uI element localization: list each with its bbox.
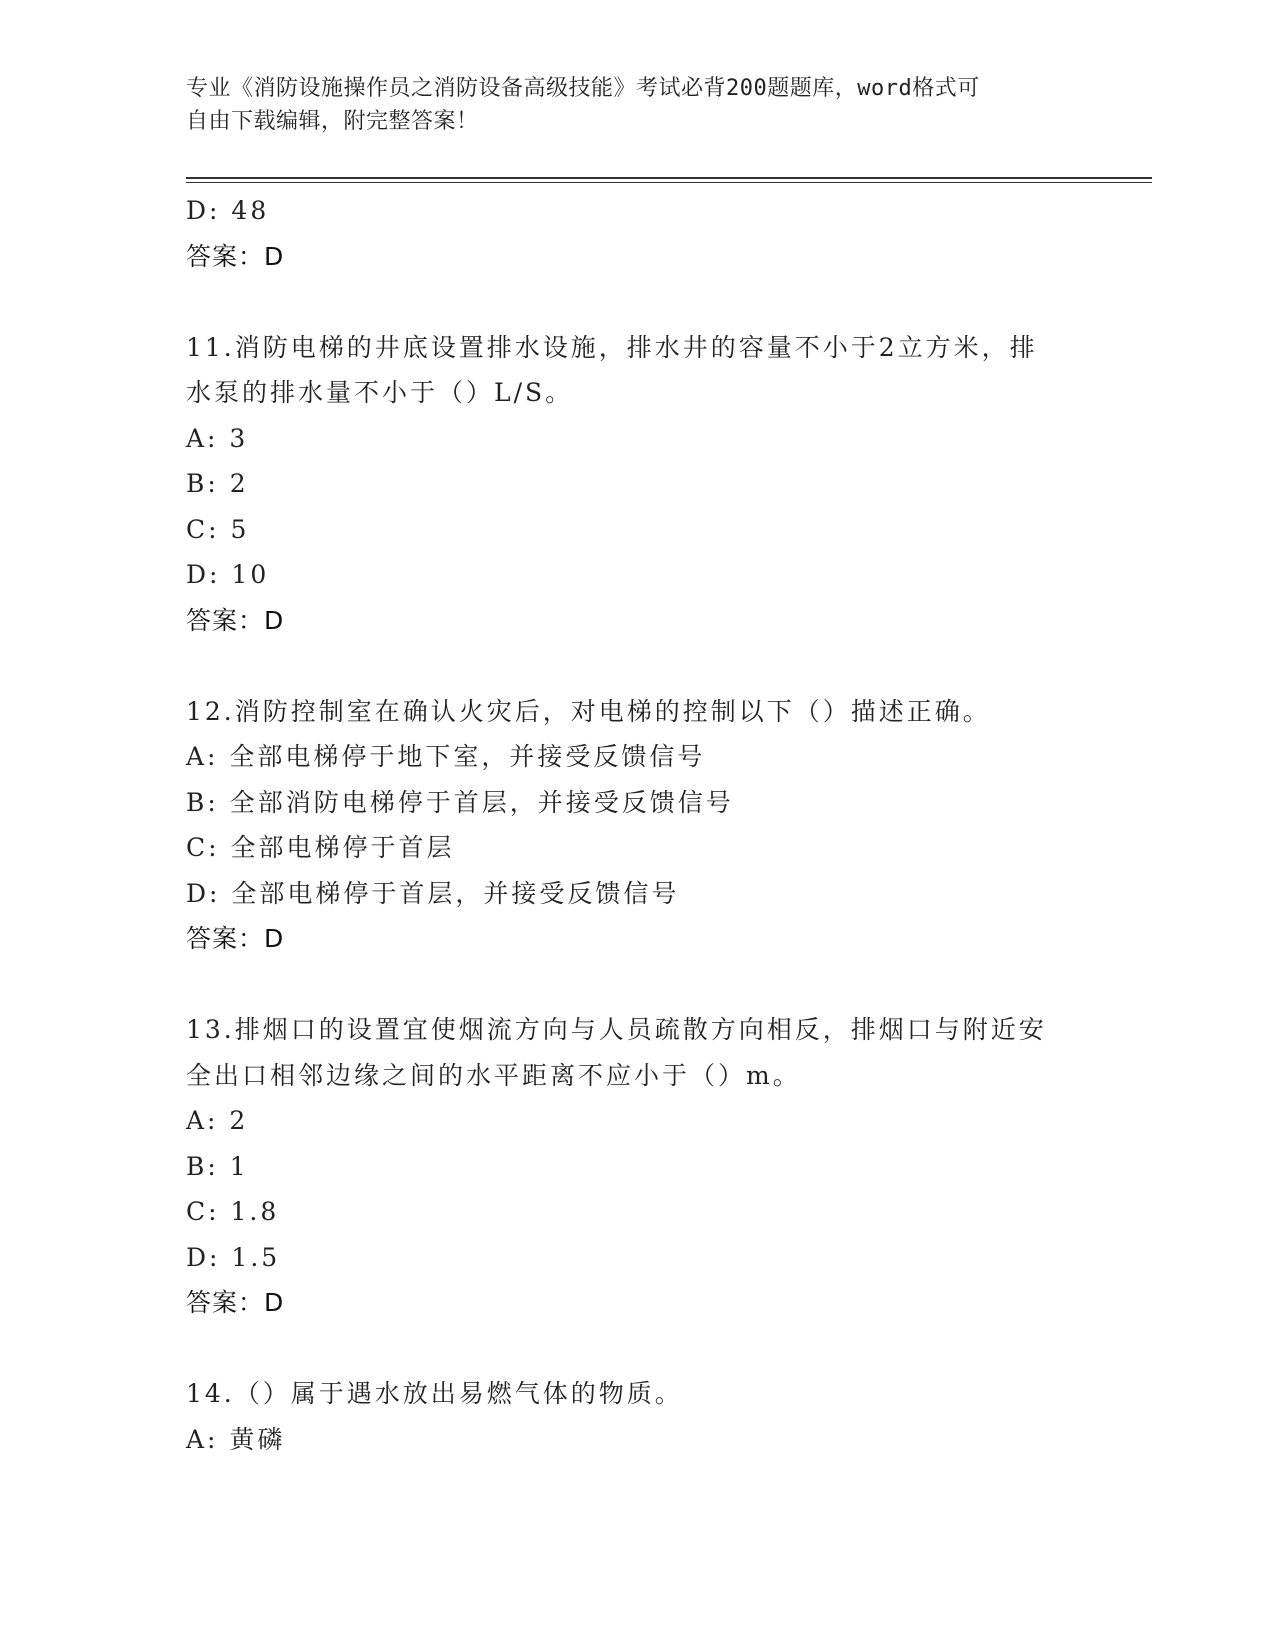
question-list [186, 188, 1086, 1462]
answer-line: 答案：D [186, 241, 285, 271]
question-14 [186, 1371, 1086, 1462]
previous-question-tail [186, 188, 1086, 279]
option-b: B: 全部消防电梯停于首层，并接受反馈信号 [186, 787, 734, 817]
option-d: D: 全部电梯停于首层，并接受反馈信号 [186, 878, 680, 908]
header-line-1: 专业《消防设施操作员之消防设备高级技能》考试必背200题题库，word格式可 [186, 76, 980, 101]
option-b: B: 1 [186, 1151, 249, 1181]
answer-line: 答案：D [186, 1288, 285, 1317]
question-stem: 全出口相邻边缘之间的水平距离不应小于（）m。 [186, 1060, 801, 1090]
question-12 [186, 689, 1086, 962]
option-d: D: 10 [186, 560, 270, 589]
option-d: D: 48 [186, 196, 270, 225]
option-c: C: 1.8 [186, 1197, 280, 1226]
header-rule-thick [186, 177, 1152, 179]
question-stem: 12.消防控制室在确认火灾后，对电梯的控制以下（）描述正确。 [186, 696, 991, 726]
option-a: A: 全部电梯停于地下室，并接受反馈信号 [186, 742, 706, 771]
option-b: B: 2 [186, 469, 249, 498]
option-a: A: 黄磷 [186, 1424, 286, 1454]
question-stem: 13.排烟口的设置宜使烟流方向与人员疏散方向相反，排烟口与附近安 [186, 1015, 1047, 1044]
option-a: A: 3 [186, 423, 249, 453]
question-stem: 14.（）属于遇水放出易燃气体的物质。 [186, 1379, 683, 1408]
answer-line: 答案：D [186, 605, 285, 635]
option-c: C: 5 [186, 514, 250, 544]
answer-line: 答案：D [186, 924, 285, 953]
header-rule-thin [186, 182, 1152, 183]
question-stem: 11.消防电梯的井底设置排水设施，排水井的容量不小于2立方米，排 [186, 332, 1038, 362]
question-13 [186, 1007, 1086, 1326]
option-d: D: 1.5 [186, 1242, 281, 1272]
question-stem: 水泵的排水量不小于（）L/S。 [186, 378, 574, 407]
option-a: A: 2 [186, 1106, 249, 1135]
header-line-2: 自由下载编辑，附完整答案！ [186, 109, 479, 134]
document-header [186, 72, 1086, 138]
question-11 [186, 325, 1086, 644]
option-c: C: 全部电梯停于首层 [186, 833, 455, 862]
